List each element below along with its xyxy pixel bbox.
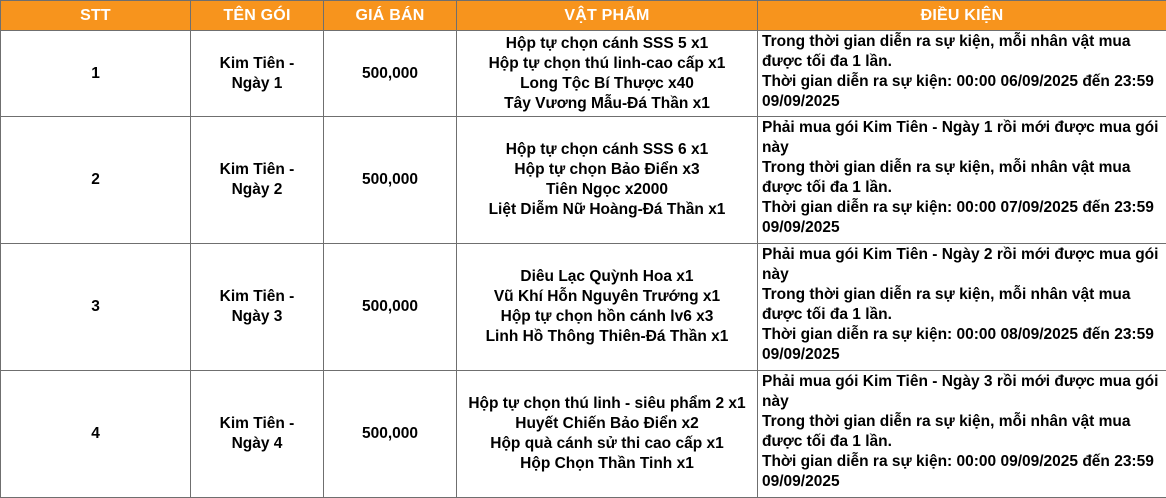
condition-line: Phải mua gói Kim Tiên - Ngày 2 rồi mới được mua gói này: [762, 246, 1159, 283]
row-stt: 4: [1, 371, 191, 498]
row-stt: 1: [1, 31, 191, 117]
row-package-name: Kim Tiên - Ngày 3: [191, 244, 324, 371]
row-package-name: Kim Tiên - Ngày 2: [191, 117, 324, 244]
row-price: 500,000: [324, 244, 457, 371]
item-line: Huyết Chiến Bảo Điển x2: [515, 415, 699, 432]
table-row: [1, 31, 1166, 117]
row-conditions: [758, 117, 1166, 244]
condition-line: Trong thời gian diễn ra sự kiện, mỗi nhân vật mua được tối đa 1 lần.: [762, 286, 1131, 323]
item-line: Hộp tự chọn cánh SSS 5 x1: [505, 34, 709, 52]
condition-line: Phải mua gói Kim Tiên - Ngày 1 rồi mới được mua gói này: [762, 119, 1159, 156]
row-stt: 2: [1, 117, 191, 244]
header-price: GIÁ BÁN: [324, 1, 457, 31]
condition-line: Thời gian diễn ra sự kiện: 00:00 09/09/2025 đến 23:59 09/09/2025: [762, 453, 1154, 490]
row-items: [457, 244, 758, 371]
item-line: Hộp quà cánh sử thi cao cấp x1: [490, 435, 724, 452]
header-package-name: TÊN GÓI: [191, 1, 324, 31]
row-items: [457, 371, 758, 498]
condition-line: Thời gian diễn ra sự kiện: 00:00 08/09/2025 đến 23:59 09/09/2025: [762, 326, 1154, 363]
item-line: Diêu Lạc Quỳnh Hoa x1: [520, 268, 694, 285]
row-price: 500,000: [324, 371, 457, 498]
row-items: [457, 31, 758, 117]
item-line: Hộp tự chọn cánh SSS 6 x1: [505, 141, 709, 158]
condition-line: Trong thời gian diễn ra sự kiện, mỗi nhân vật mua được tối đa 1 lần.: [762, 159, 1131, 196]
item-line: Hộp Chọn Thần Tinh x1: [520, 455, 694, 472]
row-conditions: [758, 244, 1166, 371]
row-package-name: Kim Tiên - Ngày 1: [191, 31, 324, 117]
item-line: Hộp tự chọn thú linh - siêu phẩm 2 x1: [468, 395, 746, 412]
item-line: Linh Hồ Thông Thiên-Đá Thần x1: [485, 328, 729, 345]
row-stt: 3: [1, 244, 191, 371]
row-conditions: [758, 31, 1166, 117]
item-line: Liệt Diễm Nữ Hoàng-Đá Thần x1: [488, 201, 726, 218]
item-line: Tây Vương Mẫu-Đá Thần x1: [504, 94, 710, 112]
item-line: Long Tộc Bí Thược x40: [520, 74, 694, 92]
table-row: [1, 371, 1166, 498]
condition-line: Trong thời gian diễn ra sự kiện, mỗi nhân vật mua được tối đa 1 lần.: [762, 413, 1131, 450]
item-line: Tiên Ngọc x2000: [545, 181, 669, 198]
condition-line: Thời gian diễn ra sự kiện: 00:00 07/09/2025 đến 23:59 09/09/2025: [762, 199, 1154, 236]
table-row: [1, 117, 1166, 244]
item-line: Vũ Khí Hỗn Nguyên Trướng x1: [493, 288, 721, 305]
item-line: Hộp tự chọn thú linh-cao cấp x1: [488, 54, 726, 72]
row-conditions: [758, 371, 1166, 498]
header-items: VẬT PHẨM: [457, 1, 758, 31]
item-line: Hộp tự chọn Bảo Điển x3: [514, 161, 700, 178]
header-stt: STT: [1, 1, 191, 31]
header-conditions: ĐIỀU KIỆN: [758, 1, 1166, 31]
row-items: [457, 117, 758, 244]
row-price: 500,000: [324, 31, 457, 117]
condition-line: Thời gian diễn ra sự kiện: 00:00 06/09/2025 đến 23:59 09/09/2025: [762, 73, 1154, 110]
header-row: [1, 1, 1166, 31]
table-row: [1, 244, 1166, 371]
condition-line: Trong thời gian diễn ra sự kiện, mỗi nhân vật mua được tối đa 1 lần.: [762, 33, 1131, 70]
item-line: Hộp tự chọn hồn cánh lv6 x3: [500, 308, 714, 325]
row-price: 500,000: [324, 117, 457, 244]
condition-line: Phải mua gói Kim Tiên - Ngày 3 rồi mới được mua gói này: [762, 373, 1159, 410]
row-package-name: Kim Tiên - Ngày 4: [191, 371, 324, 498]
